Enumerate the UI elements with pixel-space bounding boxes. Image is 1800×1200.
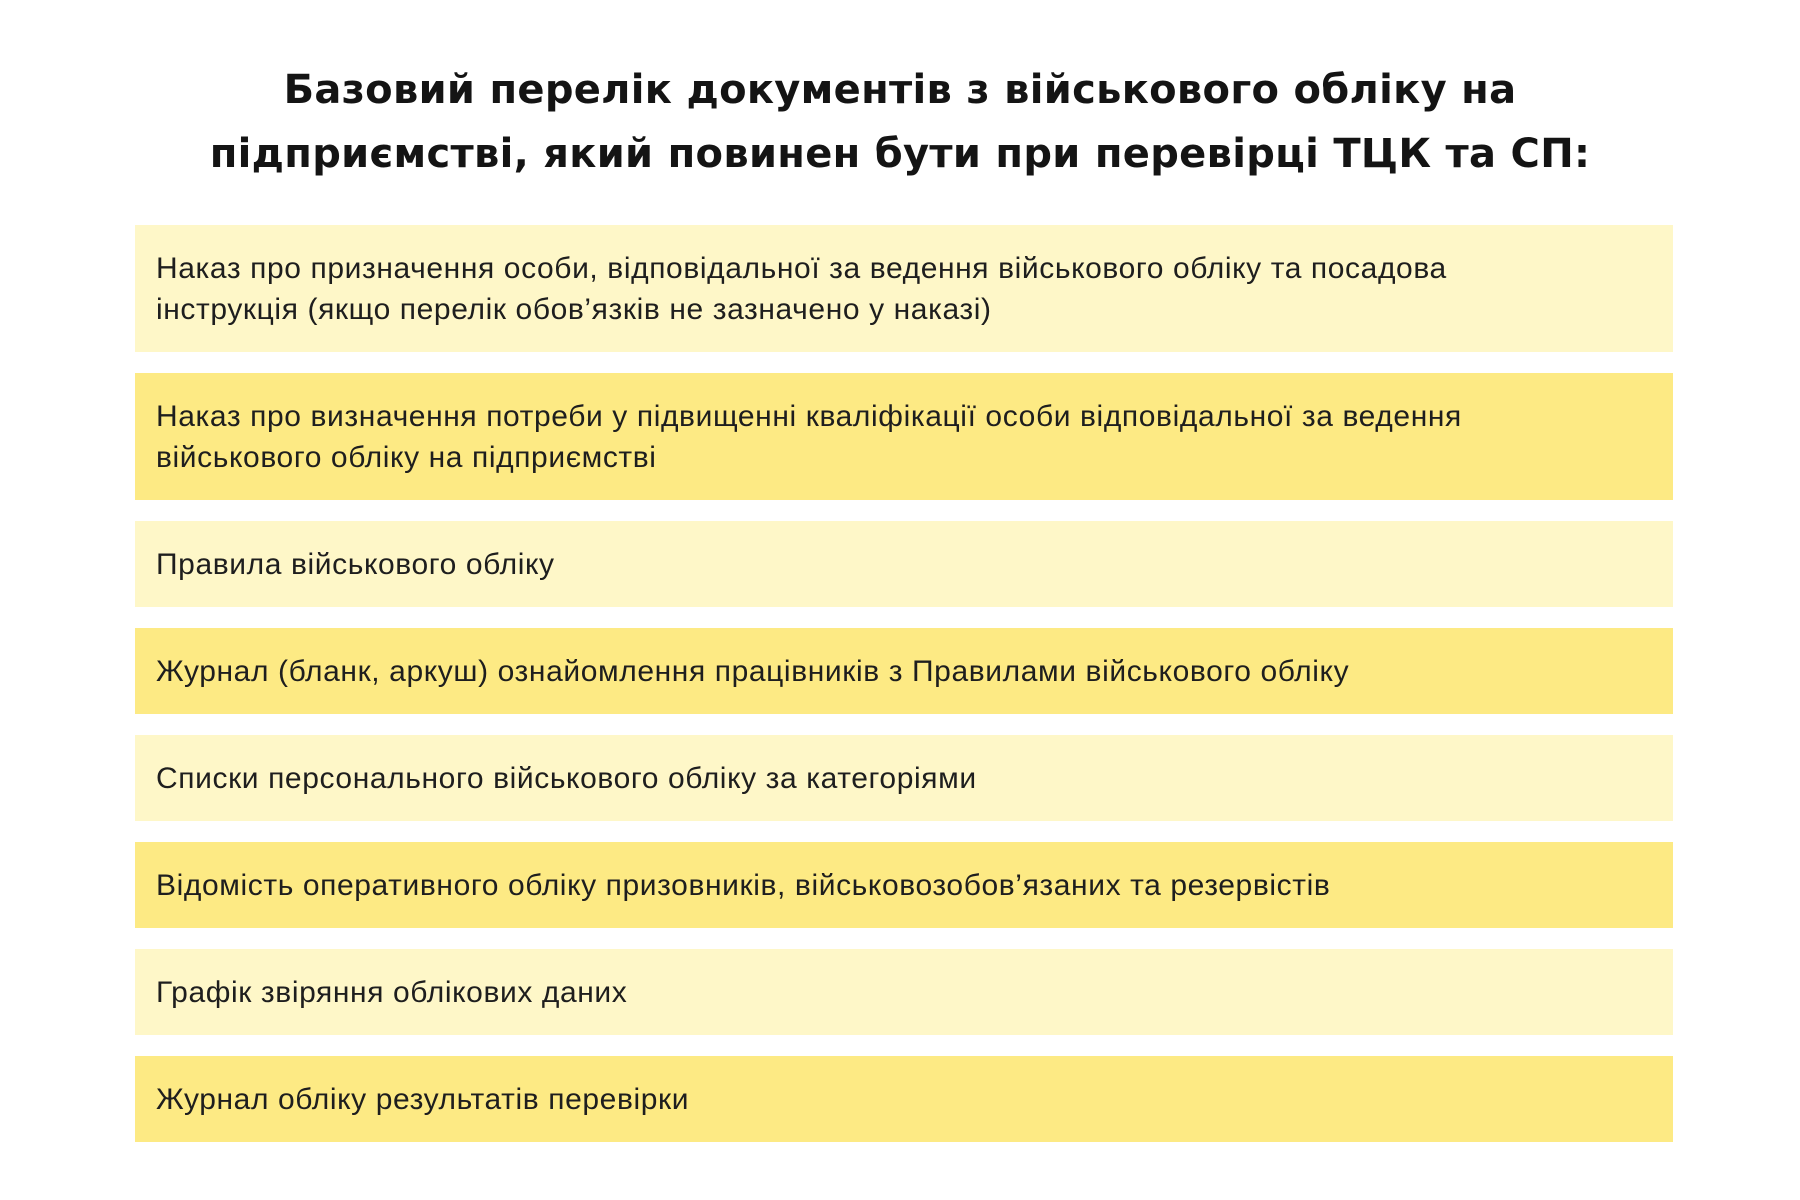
list-item-personal-lists — [135, 735, 1673, 821]
list-item-text — [156, 248, 1447, 330]
list-item-reconciliation-schedule — [135, 949, 1673, 1035]
list-item-text-line-2: військового обліку на підприємстві — [156, 440, 657, 474]
list-item-text: Списки персонального військового обліку за категоріями — [156, 761, 977, 795]
list-item-text-line-1: Наказ про визначення потреби у підвищенні кваліфікації особи відповідальної за ведення — [156, 399, 1462, 433]
list-item-qualification-order — [135, 373, 1673, 500]
list-item-text-line-1: Наказ про призначення особи, відповідальної за ведення військового обліку та посадова — [156, 251, 1447, 285]
page-title-line-2: підприємстві, який повинен бути при перевірці ТЦК та СП: — [209, 131, 1591, 177]
document-list — [135, 225, 1673, 1163]
list-item-text: Журнал (бланк, аркуш) ознайомлення працівників з Правилами військового обліку — [156, 654, 1350, 688]
list-item-text-line-2: інструкція (якщо перелік обов’язків не зазначено у наказі) — [156, 292, 992, 326]
list-item-text — [156, 396, 1462, 478]
list-item-text: Відомість оперативного обліку призовників, військовозобов’язаних та резервістів — [156, 868, 1331, 902]
page-title — [0, 58, 1800, 186]
list-item-text: Правила військового обліку — [156, 547, 555, 581]
list-item-inspection-journal — [135, 1056, 1673, 1142]
list-item-acquaintance-journal — [135, 628, 1673, 714]
list-item-operational-register — [135, 842, 1673, 928]
page-title-line-1: Базовий перелік документів з військового обліку на — [283, 67, 1517, 113]
list-item-appointment-order — [135, 225, 1673, 352]
list-item-text: Журнал обліку результатів перевірки — [156, 1082, 690, 1116]
list-item-text: Графік звіряння облікових даних — [156, 975, 628, 1009]
list-item-rules — [135, 521, 1673, 607]
